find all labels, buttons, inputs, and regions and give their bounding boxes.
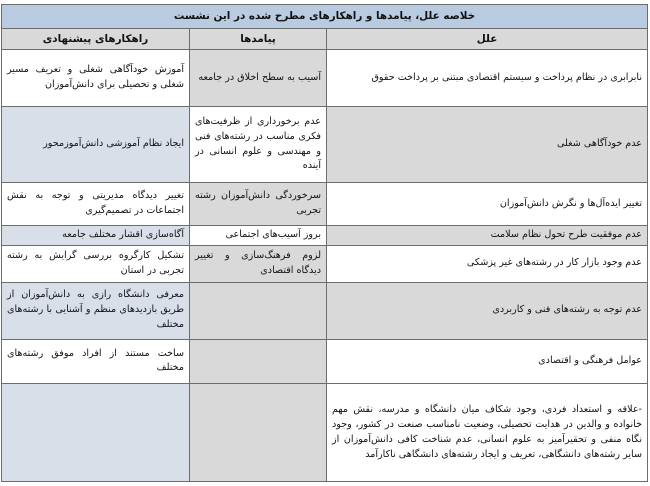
- solution-cell: [2, 384, 190, 482]
- consequence-cell: [190, 384, 327, 482]
- cause-cell: نابرابری در نظام پرداخت و سیستم اقتصادی مبتنی بر پرداخت حقوق: [327, 49, 648, 106]
- cause-cell: عدم خودآگاهی شغلی: [327, 106, 648, 182]
- table-title: خلاصه علل، پیامدها و راهکارهای مطرح شده در این نشست: [2, 5, 648, 29]
- cause-cell: عدم وجود بازار کار در رشته‌های غیر پزشکی: [327, 246, 648, 283]
- solution-cell: تغییر دیدگاه مدیریتی و توجه به نقش اجتماعات در تصمیم‌گیری: [2, 183, 190, 226]
- table-row: [2, 246, 648, 283]
- table-row: [2, 384, 648, 482]
- cause-cell: -علاقه و استعداد فردی، وجود شکاف میان دانشگاه و مدرسه، نقش مهم خانواده و والدین در هدایت تحصیلی، وضعیت نامناسب صنعت در کشور، وجود نگاه منفی و تحقیرآمیز به علوم انسانی، عدم شناخت کافی دانش‌آموزان از سایر رشته‌های دانشگاهی، تعریف و ایجاد رشته‌های دانشگاهی ناکارآمد: [327, 384, 648, 482]
- solution-cell: آموزش خودآگاهی شغلی و تعریف مسیر شغلی و تحصیلی برای دانش‌آموزان: [2, 49, 190, 106]
- cause-cell: عدم توجه به رشته‌های فنی و کاربردی: [327, 282, 648, 339]
- cause-cell: عدم موفقیت طرح تحول نظام سلامت: [327, 225, 648, 245]
- consequence-cell: [190, 339, 327, 384]
- table-row: [2, 339, 648, 384]
- solution-cell: تشکیل کارگروه بررسی گرایش به رشته تجربی در استان: [2, 246, 190, 283]
- consequence-cell: [190, 282, 327, 339]
- solution-cell: آگاه‌سازی اقشار مختلف جامعه: [2, 225, 190, 245]
- table-row: [2, 282, 648, 339]
- header-consequences: پیامدها: [190, 28, 327, 49]
- header-solutions: راهکارهای پیشنهادی: [2, 28, 190, 49]
- table-row: [2, 183, 648, 226]
- consequence-cell: بروز آسیب‌های اجتماعی: [190, 225, 327, 245]
- summary-table: [1, 4, 648, 482]
- solution-cell: ساخت مستند از افراد موفق رشته‌های مختلف: [2, 339, 190, 384]
- consequence-cell: آسیب به سطح اخلاق در جامعه: [190, 49, 327, 106]
- consequence-cell: عدم برخورداری از ظرفیت‌های فکری مناسب در رشته‌های فنی و مهندسی و علوم انسانی در آینده: [190, 106, 327, 182]
- solution-cell: معرفی دانشگاه رازی به دانش‌آموزان از طریق بازدیدهای منظم و آشنایی با رشته‌های مختلف: [2, 282, 190, 339]
- cause-cell: عوامل فرهنگی و اقتصادی: [327, 339, 648, 384]
- consequence-cell: سرخوردگی دانش‌آموزان رشته تجربی: [190, 183, 327, 226]
- table-row: [2, 225, 648, 245]
- header-causes: علل: [327, 28, 648, 49]
- solution-cell: ایجاد نظام آموزشی دانش‌آموزمحور: [2, 106, 190, 182]
- consequence-cell: لزوم فرهنگ‌سازی و تغییر دیدگاه اقتصادی: [190, 246, 327, 283]
- table-row: [2, 49, 648, 106]
- cause-cell: تغییر ایده‌آل‌ها و نگرش دانش‌آموزان: [327, 183, 648, 226]
- table-row: [2, 106, 648, 182]
